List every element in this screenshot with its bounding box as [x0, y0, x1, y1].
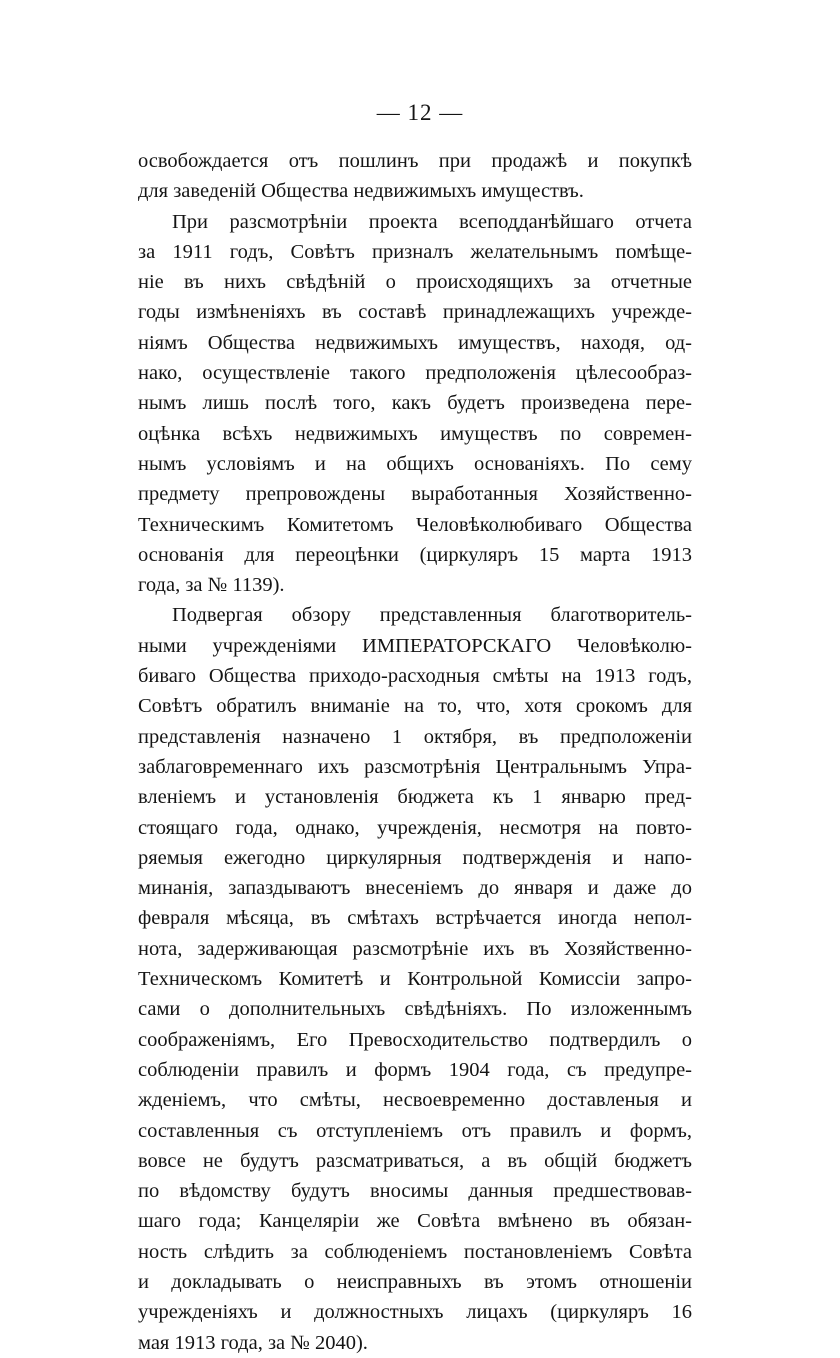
text-line: биваго Общества приходо-расходныя смѣты на 1913 годъ, — [138, 665, 692, 688]
paragraph-1 — [138, 146, 692, 207]
text-line: составленныя съ отступленіемъ отъ правилъ и формъ, — [138, 1119, 692, 1142]
text-line: года, за № 1139). — [138, 574, 285, 597]
text-line: мая 1913 года, за № 2040). — [138, 1331, 368, 1354]
text-line: жденіемъ, что смѣты, несвоевременно доставленыя и — [138, 1089, 692, 1112]
text-line: ніе въ нихъ свѣдѣній о происходящихъ за отчетные — [138, 271, 692, 294]
text-line: оцѣнка всѣхъ недвижимыхъ имуществъ по современ- — [138, 422, 692, 445]
text-line: сами о дополнительныхъ свѣдѣніяхъ. По изложеннымъ — [138, 998, 692, 1021]
text-line: и докладывать о неисправныхъ въ этомъ отношеніи — [138, 1270, 692, 1293]
text-line: Техническимъ Комитетомъ Человѣколюбиваго Общества — [138, 513, 692, 536]
text-line: представленія назначено 1 октября, въ предположеніи — [138, 725, 692, 748]
text-line: нота, задерживающая разсмотрѣніе ихъ въ Хозяйственно- — [138, 937, 692, 960]
text-line: Техническомъ Комитетѣ и Контрольной Комиссіи запро- — [138, 968, 692, 991]
text-line: нако, осуществленіе такого предположенія цѣлесообраз- — [138, 362, 692, 385]
text-line: ными учрежденіями ИМПЕРАТОРСКАГО Человѣколю- — [138, 634, 692, 657]
text-line: шаго года; Канцеляріи же Совѣта вмѣнено въ обязан- — [138, 1210, 692, 1233]
text-line: нымъ лишь послѣ того, какъ будетъ произведена пере- — [138, 392, 692, 415]
text-line: вовсе не будутъ разсматриваться, а въ общій бюджетъ — [138, 1149, 692, 1172]
text-line: для заведеній Общества недвижимыхъ имуществъ. — [138, 180, 584, 203]
text-line: предмету препровождены выработанныя Хозяйственно- — [138, 483, 692, 506]
text-line: ряемыя ежегодно циркулярныя подтвержденія и напо- — [138, 846, 692, 869]
text-line: нымъ условіямъ и на общихъ основаніяхъ. По сему — [138, 452, 692, 475]
text-line: соблюденіи правилъ и формъ 1904 года, съ предупре- — [138, 1058, 692, 1081]
text-line: минанія, запаздываютъ внесеніемъ до января и даже до — [138, 877, 692, 900]
paragraph-2 — [138, 207, 692, 601]
paragraph-3 — [138, 600, 692, 1357]
text-line: вленіемъ и установленія бюджета къ 1 январю пред- — [138, 786, 692, 809]
text-line: по вѣдомству будутъ вносимы данныя предшествовав- — [138, 1180, 692, 1203]
text-line: Подвергая обзору представленныя благотворитель- — [172, 604, 692, 627]
text-line: стоящаго года, однако, учрежденія, несмотря на повто- — [138, 816, 692, 839]
text-line: учрежденіяхъ и должностныхъ лицахъ (циркуляръ 16 — [138, 1301, 692, 1324]
text-line: ность слѣдить за соблюденіемъ постановленіемъ Совѣта — [138, 1240, 692, 1263]
text-line: Совѣтъ обратилъ вниманіе на то, что, хотя срокомъ для — [138, 695, 692, 718]
text-line: февраля мѣсяца, въ смѣтахъ встрѣчается иногда непол- — [138, 907, 692, 930]
text-line: соображеніямъ, Его Превосходительство подтвердилъ о — [138, 1028, 692, 1051]
text-line: основанія для переоцѣнки (циркуляръ 15 марта 1913 — [138, 543, 692, 566]
text-line: годы измѣненіяхъ въ составѣ принадлежащихъ учрежде- — [138, 301, 692, 324]
page-number: — 12 — — [376, 100, 464, 125]
text-line: за 1911 годъ, Совѣтъ призналъ желательнымъ помѣще- — [138, 240, 692, 263]
text-line: При разсмотрѣніи проекта всеподданѣйшаго отчета — [172, 210, 692, 233]
text-line: освобождается отъ пошлинъ при продажѣ и покупкѣ — [138, 150, 692, 172]
text-line: ніямъ Общества недвижимыхъ имуществъ, находя, од- — [138, 331, 692, 354]
page-text — [138, 146, 692, 1358]
text-line: заблаговременнаго ихъ разсмотрѣнія Центральнымъ Упра- — [138, 755, 692, 778]
